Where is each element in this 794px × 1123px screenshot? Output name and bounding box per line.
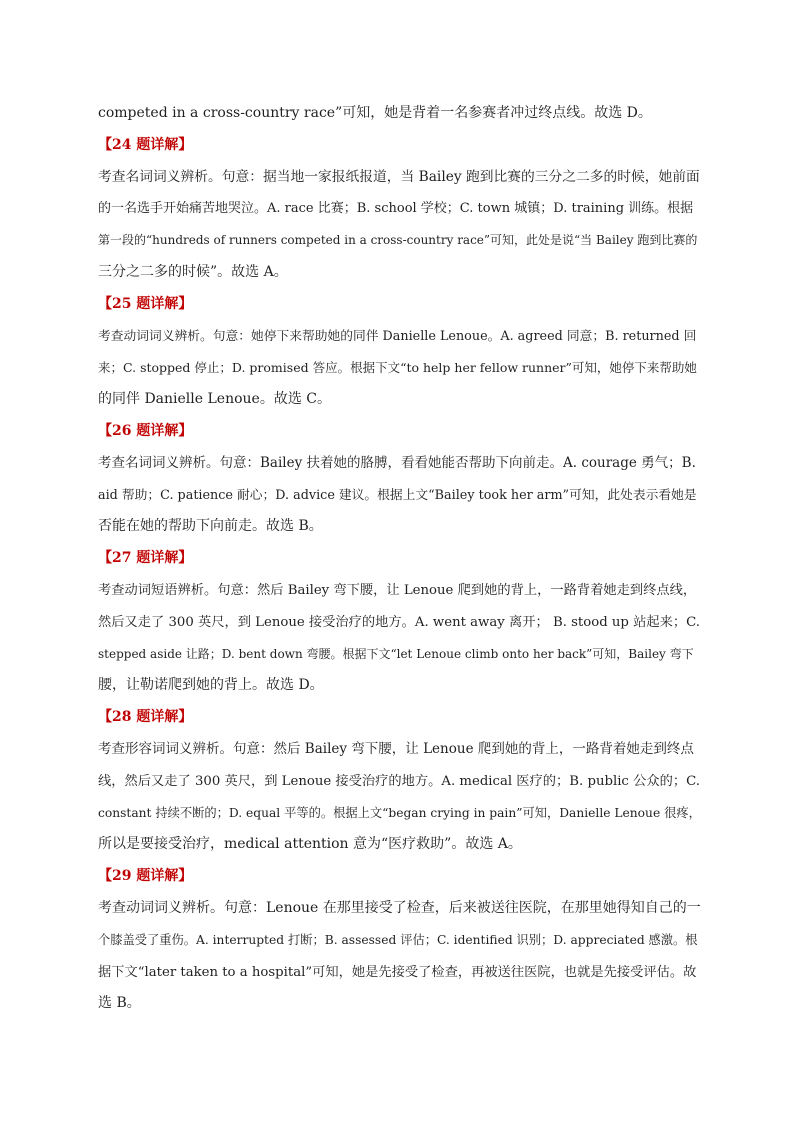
question-heading-24: 【24 题详解】 bbox=[98, 136, 193, 153]
question-heading-29: 【29 题详解】 bbox=[98, 868, 193, 885]
question-heading-27: 【27 题详解】 bbox=[98, 550, 193, 567]
text-line: 的一名选手开始痛苦地哭泣。A. race 比赛；B. school 学校；C. town 城镇；D. training 训练。根据 bbox=[98, 201, 694, 217]
text-line: 的同伴 Danielle Lenoue。故选 C。 bbox=[98, 391, 331, 408]
text-line: 线，然后又走了 300 英尺，到 Lenoue 接受治疗的地方。A. medical 医疗的；B. public 公众的；C. bbox=[98, 773, 700, 789]
text-line: stepped aside 让路；D. bent down 弯腰。根据下文“let Lenoue climb onto her back”可知，Bailey 弯下 bbox=[98, 646, 694, 661]
text-line: 所以是要接受治疗，medical attention 意为“医疗救助”。故选 A。 bbox=[98, 836, 522, 853]
text-line: 考查名词词义辨析。句意：Bailey 扶着她的胳膊，看看她能否帮助下向前走。A. courage 勇气；B. bbox=[98, 454, 696, 471]
text-line: 考查形容词词义辨析。句意：然后 Bailey 弯下腰，让 Lenoue 爬到她的背上，一路背着她走到终点 bbox=[98, 740, 694, 757]
text-line: 否能在她的帮助下向前走。故选 B。 bbox=[98, 518, 323, 535]
text-line: constant 持续不断的；D. equal 平等的。根据上文“began crying in pain”可知，Danielle Lenoue 很疼， bbox=[98, 805, 701, 820]
text-line: 考查名词词义辨析。句意：据当地一家报纸报道，当 Bailey 跑到比赛的三分之二多的时候，她前面 bbox=[98, 168, 700, 185]
text-line: 考查动词短语辨析。句意：然后 Bailey 弯下腰，让 Lenoue 爬到她的背上，一路背着她走到终点线， bbox=[98, 582, 697, 598]
text-line: 腰，让勒诺爬到她的背上。故选 D。 bbox=[98, 677, 324, 694]
text-line: 然后又走了 300 英尺，到 Lenoue 接受治疗的地方。A. went away 离开； B. stood up 站起来；C. bbox=[98, 614, 700, 630]
text-line: 第一段的“hundreds of runners competed in a cross-country race”可知，此处是说“当 Bailey 跑到比赛的 bbox=[98, 233, 698, 248]
text-line: 选 B。 bbox=[98, 995, 141, 1012]
text-line: competed in a cross-country race”可知，她是背着一名参赛者冲过终点线。故选 D。 bbox=[98, 105, 652, 121]
text-line: 考查动词词义辨析。句意：她停下来帮助她的同伴 Danielle Lenoue。A. agreed 同意；B. returned 回 bbox=[98, 328, 697, 344]
text-line: 三分之二多的时候”。故选 A。 bbox=[98, 263, 288, 280]
text-line: 个膝盖受了重伤。A. interrupted 打断；B. assessed 评估；C. identified 识别；D. appreciated 感激。根 bbox=[98, 932, 698, 947]
question-heading-28: 【28 题详解】 bbox=[98, 709, 193, 726]
question-heading-26: 【26 题详解】 bbox=[98, 422, 193, 439]
text-line: 据下文“later taken to a hospital”可知，她是先接受了检查，再被送往医院，也就是先接受评估。故 bbox=[98, 964, 697, 980]
text-line: aid 帮助；C. patience 耐心；D. advice 建议。根据上文“Bailey took her arm”可知，此处表示看她是 bbox=[98, 487, 697, 503]
document-page bbox=[98, 98, 704, 1020]
text-line: 来；C. stopped 停止；D. promised 答应。根据下文“to help her fellow runner”可知，她停下来帮助她 bbox=[98, 360, 697, 376]
question-heading-25: 【25 题详解】 bbox=[98, 295, 193, 312]
text-line: 考查动词词义辨析。句意：Lenoue 在那里接受了检查，后来被送往医院，在那里她得知自己的一 bbox=[98, 899, 701, 916]
